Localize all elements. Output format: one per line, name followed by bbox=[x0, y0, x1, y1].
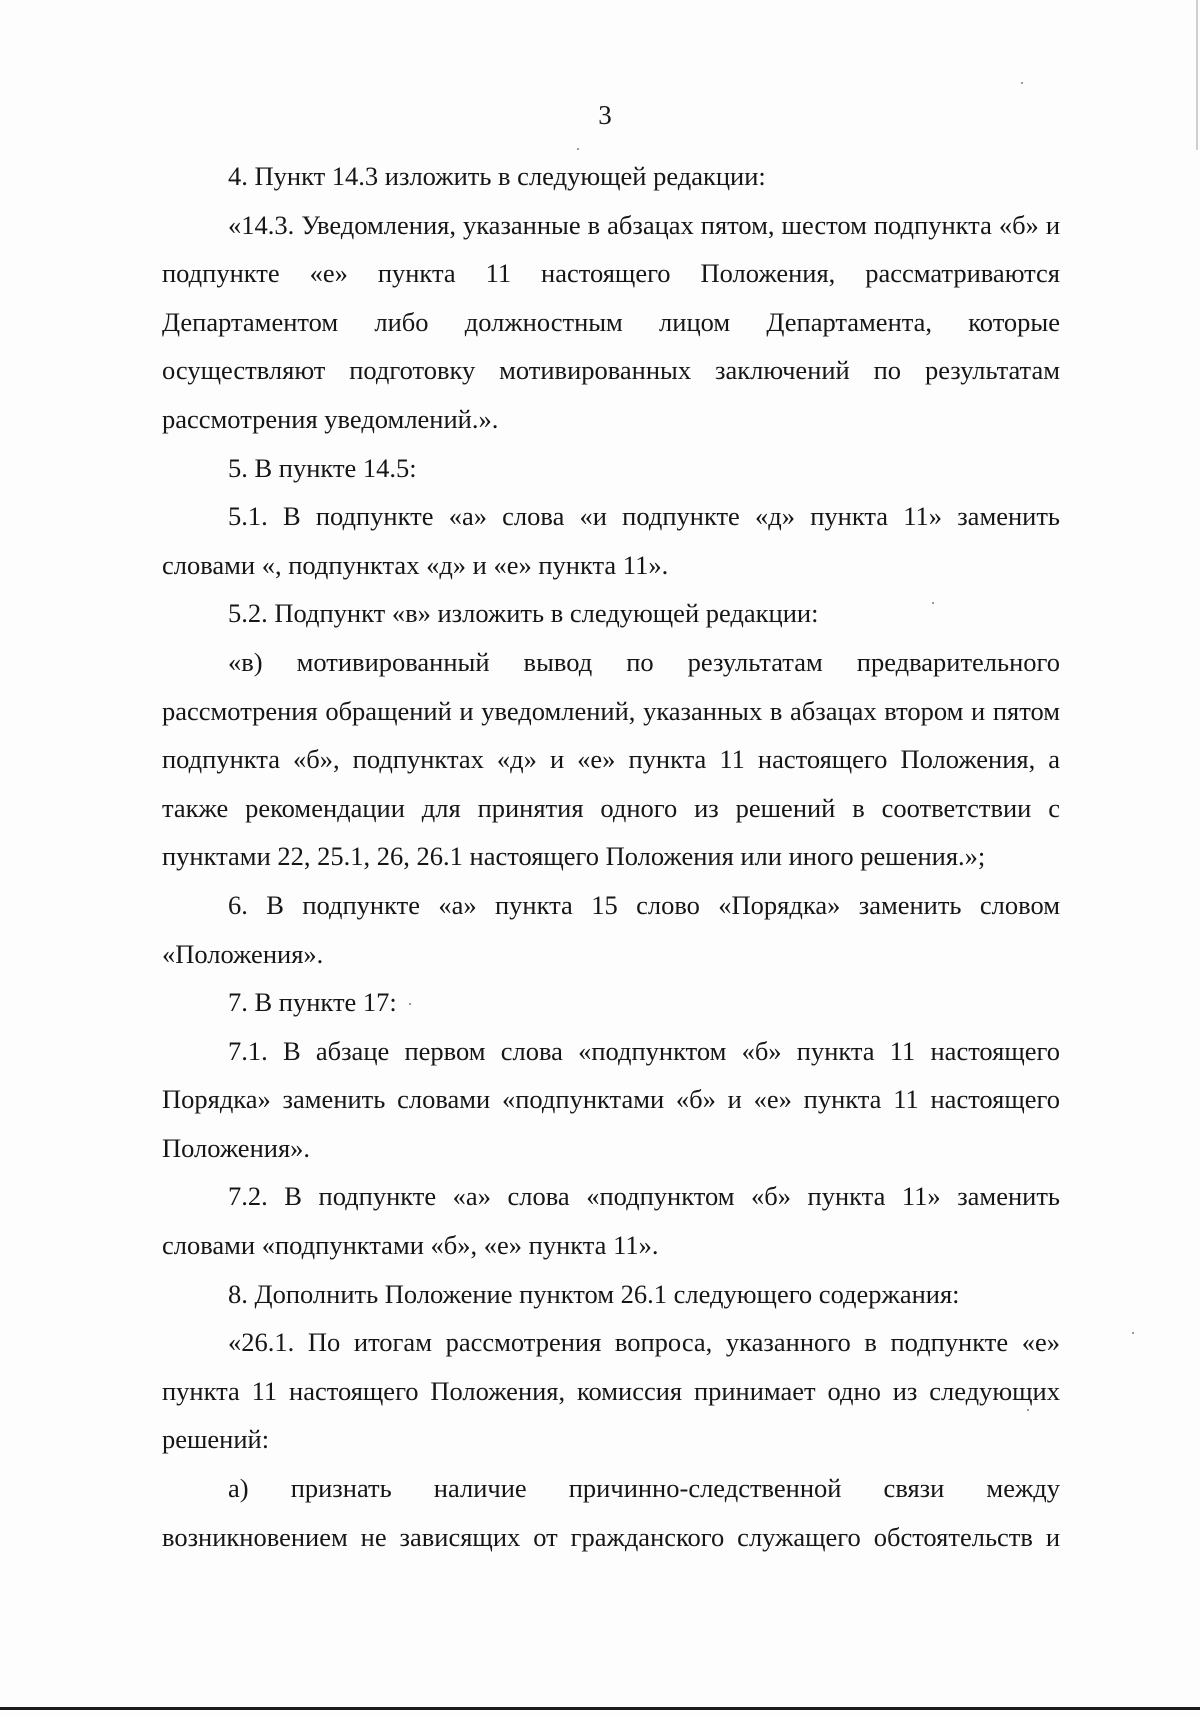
paragraph-subitem-v-text: «в) мотивированный вывод по результатам предварительного рассмотрения обращений и уведомлений, указанных в абзацах втором и пятом подпункта «б», подпунктах «д» и «е» пункта 11 настоящего Положения, а также рекомендации для принятия одного из решений в соответствии с пунктами 22, 25.1, 26, 26.1 настоящего Положения или иного решения.»; bbox=[162, 646, 1060, 872]
paragraph-item-5-2: 5.2. Подпункт «в» изложить в следующей редакции: bbox=[228, 598, 819, 629]
paragraph-item-7: 7. В пункте 17: bbox=[228, 987, 397, 1018]
scan-speck bbox=[409, 1003, 411, 1005]
page-number: 3 bbox=[598, 100, 612, 130]
scan-edge-artifact bbox=[1196, 0, 1198, 150]
scan-speck bbox=[1021, 82, 1023, 84]
paragraph-item-7-2: 7.2. В подпункте «а» слова «подпунктом «б» пункта 11» заменить словами «подпунктами «б», «е» пункта 11». bbox=[162, 1181, 1060, 1261]
document-body bbox=[162, 152, 1060, 1561]
scan-border-line bbox=[0, 1707, 1200, 1710]
scan-speck bbox=[1027, 1409, 1029, 1411]
paragraph-item-4: 4. Пункт 14.3 изложить в следующей редакции: bbox=[228, 161, 766, 191]
scan-speck bbox=[1132, 1332, 1134, 1334]
paragraph-item-7-1: 7.1. В абзаце первом слова «подпунктом «б» пункта 11 настоящего Порядка» заменить словами «подпунктами «б» и «е» пункта 11 настоящего Положения». bbox=[162, 1035, 1060, 1163]
paragraph-26-1-text: «26.1. По итогам рассмотрения вопроса, указанного в подпункте «е» пункта 11 настоящего Положения, комиссия принимает одно из следующих решений: bbox=[162, 1327, 1060, 1455]
paragraph-item-8: 8. Дополнить Положение пунктом 26.1 следующего содержания: bbox=[228, 1278, 960, 1309]
paragraph-subitem-a-text: а) признать наличие причинно-следственной связи между возникновением не зависящих от гражданского служащего обстоятельств и bbox=[162, 1473, 1060, 1552]
scan-speck bbox=[577, 148, 579, 150]
paragraph-item-6: 6. В подпункте «а» пункта 15 слово «Порядка» заменить словом «Положения». bbox=[162, 889, 1060, 969]
paragraph-14-3-text: «14.3. Уведомления, указанные в абзацах пятом, шестом подпункта «б» и подпункте «е» пункта 11 настоящего Положения, рассматриваются Департаментом либо должностным лицом Департамента, которые осуществляют подготовку мотивированных заключений по результатам рассмотрения уведомлений.». bbox=[162, 209, 1060, 434]
scan-speck bbox=[932, 602, 934, 604]
paragraph-item-5: 5. В пункте 14.5: bbox=[228, 452, 417, 483]
paragraph-item-5-1: 5.1. В подпункте «а» слова «и подпункте «д» пункта 11» заменить словами «, подпунктах «д» и «е» пункта 11». bbox=[162, 501, 1060, 580]
